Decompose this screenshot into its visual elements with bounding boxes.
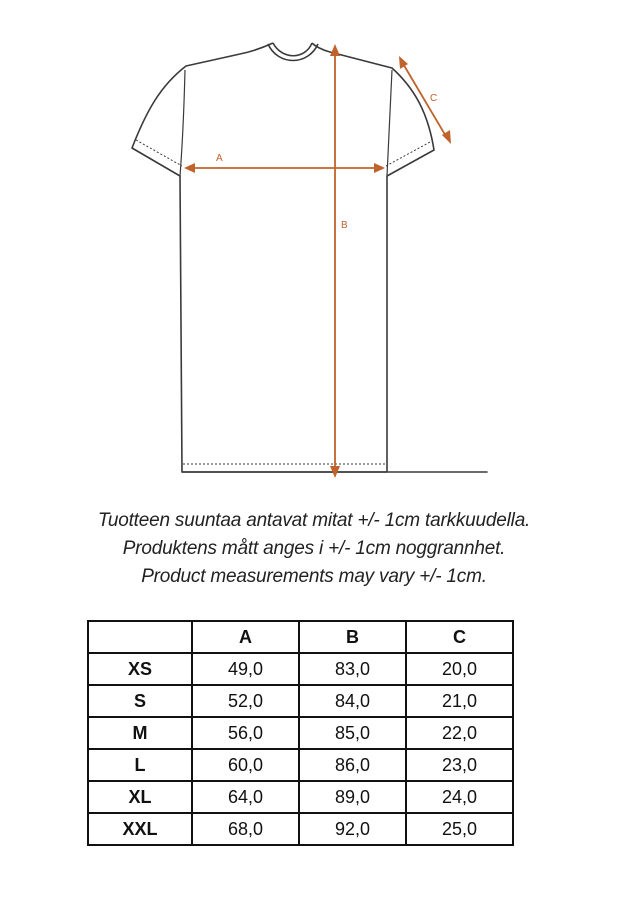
table-row bbox=[88, 813, 513, 845]
garment-outline bbox=[132, 43, 487, 472]
value-c-cell: 20,0 bbox=[406, 653, 513, 685]
value-a-cell: 64,0 bbox=[192, 781, 299, 813]
measurement-note-swedish: Produktens mått anges i +/- 1cm noggrannhet. bbox=[122, 538, 506, 559]
left-sleeve-seam bbox=[180, 70, 185, 176]
value-c-cell: 21,0 bbox=[406, 685, 513, 717]
header-a-cell: A bbox=[192, 621, 299, 653]
measure-c-label: C bbox=[430, 93, 438, 104]
header-b-cell: B bbox=[299, 621, 406, 653]
table-row bbox=[88, 717, 513, 749]
size-table-header-row bbox=[88, 621, 513, 653]
size-table bbox=[87, 620, 514, 846]
left-sleeve-stitch bbox=[136, 140, 182, 166]
size-cell: XXL bbox=[88, 813, 192, 845]
measure-a-arrow-left bbox=[184, 163, 195, 173]
value-b-cell: 84,0 bbox=[299, 685, 406, 717]
measure-c-line bbox=[402, 62, 447, 138]
garment-body bbox=[132, 43, 487, 472]
value-a-cell: 60,0 bbox=[192, 749, 299, 781]
measurement-note-finnish: Tuotteen suuntaa antavat mitat +/- 1cm tarkkuudella. bbox=[97, 510, 531, 531]
neckline bbox=[273, 43, 312, 56]
value-a-cell: 68,0 bbox=[192, 813, 299, 845]
table-row bbox=[88, 781, 513, 813]
value-b-cell: 86,0 bbox=[299, 749, 406, 781]
table-row bbox=[88, 685, 513, 717]
size-cell: L bbox=[88, 749, 192, 781]
measure-b-label: B bbox=[341, 220, 348, 231]
size-cell: XS bbox=[88, 653, 192, 685]
value-c-cell: 22,0 bbox=[406, 717, 513, 749]
value-c-cell: 25,0 bbox=[406, 813, 513, 845]
value-a-cell: 52,0 bbox=[192, 685, 299, 717]
right-sleeve-stitch bbox=[386, 142, 430, 166]
value-c-cell: 24,0 bbox=[406, 781, 513, 813]
measure-a-arrow-right bbox=[374, 163, 385, 173]
value-b-cell: 85,0 bbox=[299, 717, 406, 749]
table-row bbox=[88, 749, 513, 781]
size-cell: M bbox=[88, 717, 192, 749]
measurement-note-english: Product measurements may vary +/- 1cm. bbox=[141, 566, 487, 587]
measure-b-arrow-top bbox=[330, 44, 340, 56]
table-row bbox=[88, 653, 513, 685]
measurement-lines bbox=[184, 44, 451, 478]
header-size-cell bbox=[88, 621, 192, 653]
value-b-cell: 92,0 bbox=[299, 813, 406, 845]
measure-c-arrow-top bbox=[399, 56, 408, 69]
value-b-cell: 89,0 bbox=[299, 781, 406, 813]
size-cell: XL bbox=[88, 781, 192, 813]
header-c-cell: C bbox=[406, 621, 513, 653]
value-a-cell: 49,0 bbox=[192, 653, 299, 685]
measure-a-label: A bbox=[216, 153, 223, 164]
value-a-cell: 56,0 bbox=[192, 717, 299, 749]
size-cell: S bbox=[88, 685, 192, 717]
value-c-cell: 23,0 bbox=[406, 749, 513, 781]
right-sleeve-seam bbox=[387, 70, 392, 176]
value-b-cell: 83,0 bbox=[299, 653, 406, 685]
